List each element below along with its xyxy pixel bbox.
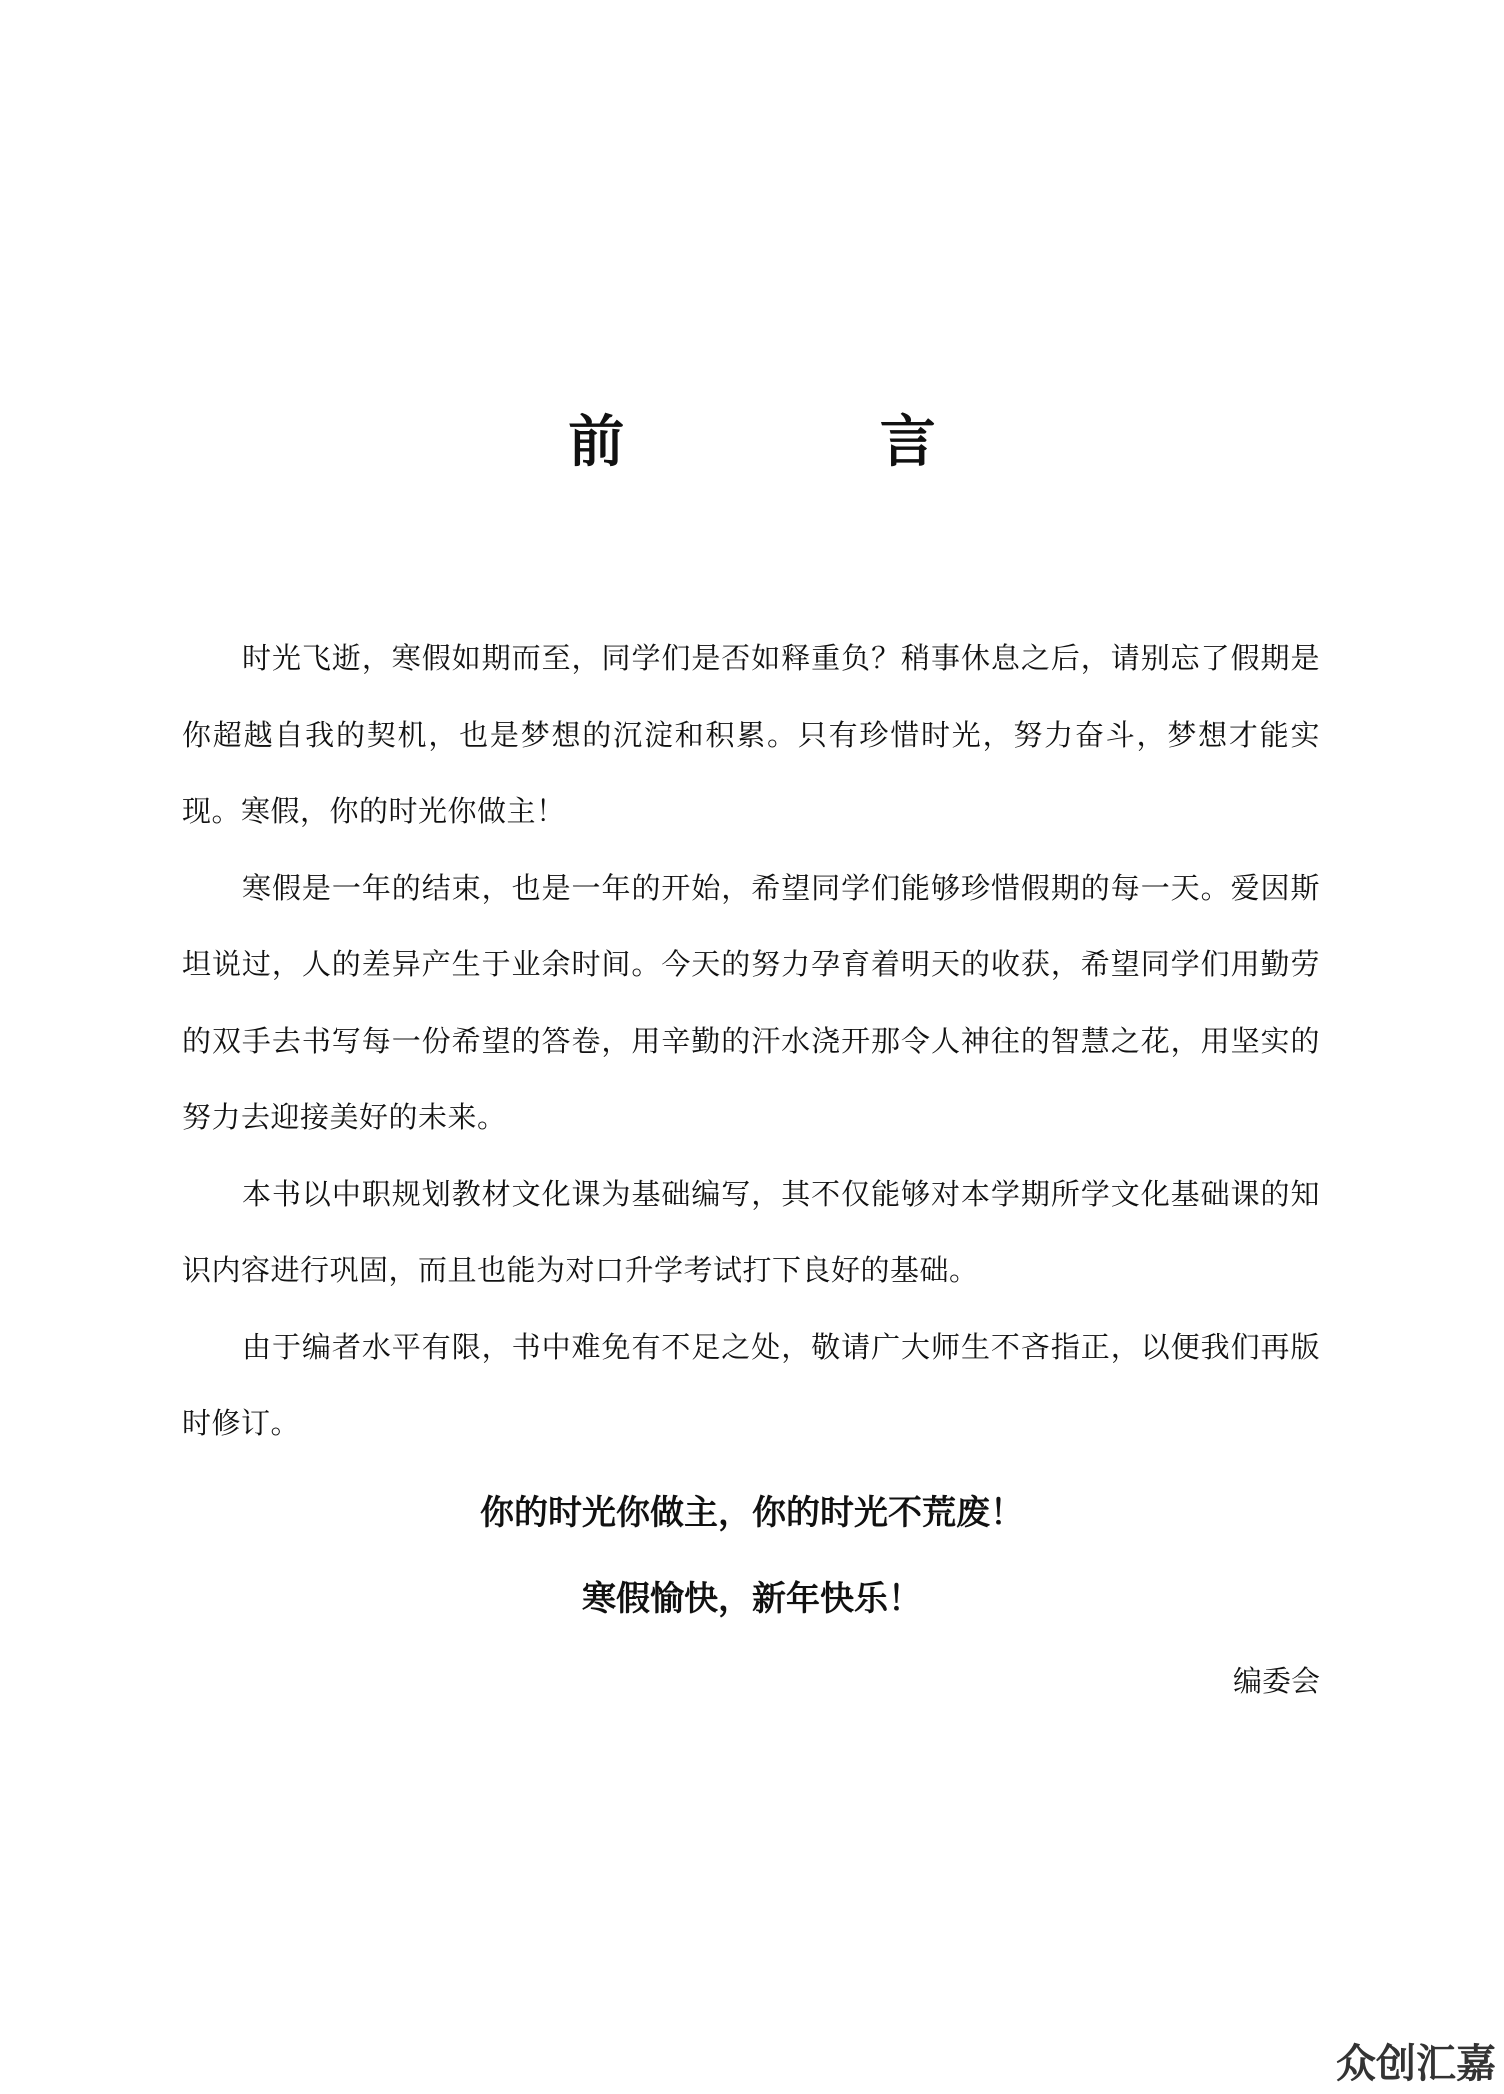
paragraph: 寒假是一年的结束，也是一年的开始，希望同学们能够珍惜假期的每一天。爱因斯坦说过，人的差异产生于业余时间。今天的努力孕育着明天的收获，希望同学们用勤劳的双手去书写每一份希望的答卷，用辛勤的汗水浇开那令人神往的智慧之花，用坚实的努力去迎接美好的未来。 — [182, 870, 1320, 1134]
page-title: 前 言 — [568, 410, 1054, 475]
paragraph: 时光飞逝，寒假如期而至，同学们是否如释重负？稍事休息之后，请别忘了假期是你超越自我的契机，也是梦想的沉淀和积累。只有珍惜时光，努力奋斗，梦想才能实现。寒假，你的时光你做主！ — [182, 641, 1320, 828]
slogan: 你的时光你做主，你的时光不荒废！ — [480, 1493, 1024, 1533]
signature: 编委会 — [1232, 1664, 1320, 1698]
slogan: 寒假愉快，新年快乐！ — [582, 1579, 922, 1619]
paragraph: 由于编者水平有限，书中难免有不足之处，敬请广大师生不吝指正，以便我们再版时修订。 — [182, 1329, 1320, 1440]
slogans — [0, 1478, 1504, 1634]
paragraph: 本书以中职规划教材文化课为基础编写，其不仅能够对本学期所学文化基础课的知识内容进行巩固，而且也能为对口升学考试打下良好的基础。 — [182, 1176, 1320, 1287]
preface-body — [182, 620, 1320, 1462]
watermark-logo: 众创汇嘉 — [1336, 2041, 1496, 2087]
